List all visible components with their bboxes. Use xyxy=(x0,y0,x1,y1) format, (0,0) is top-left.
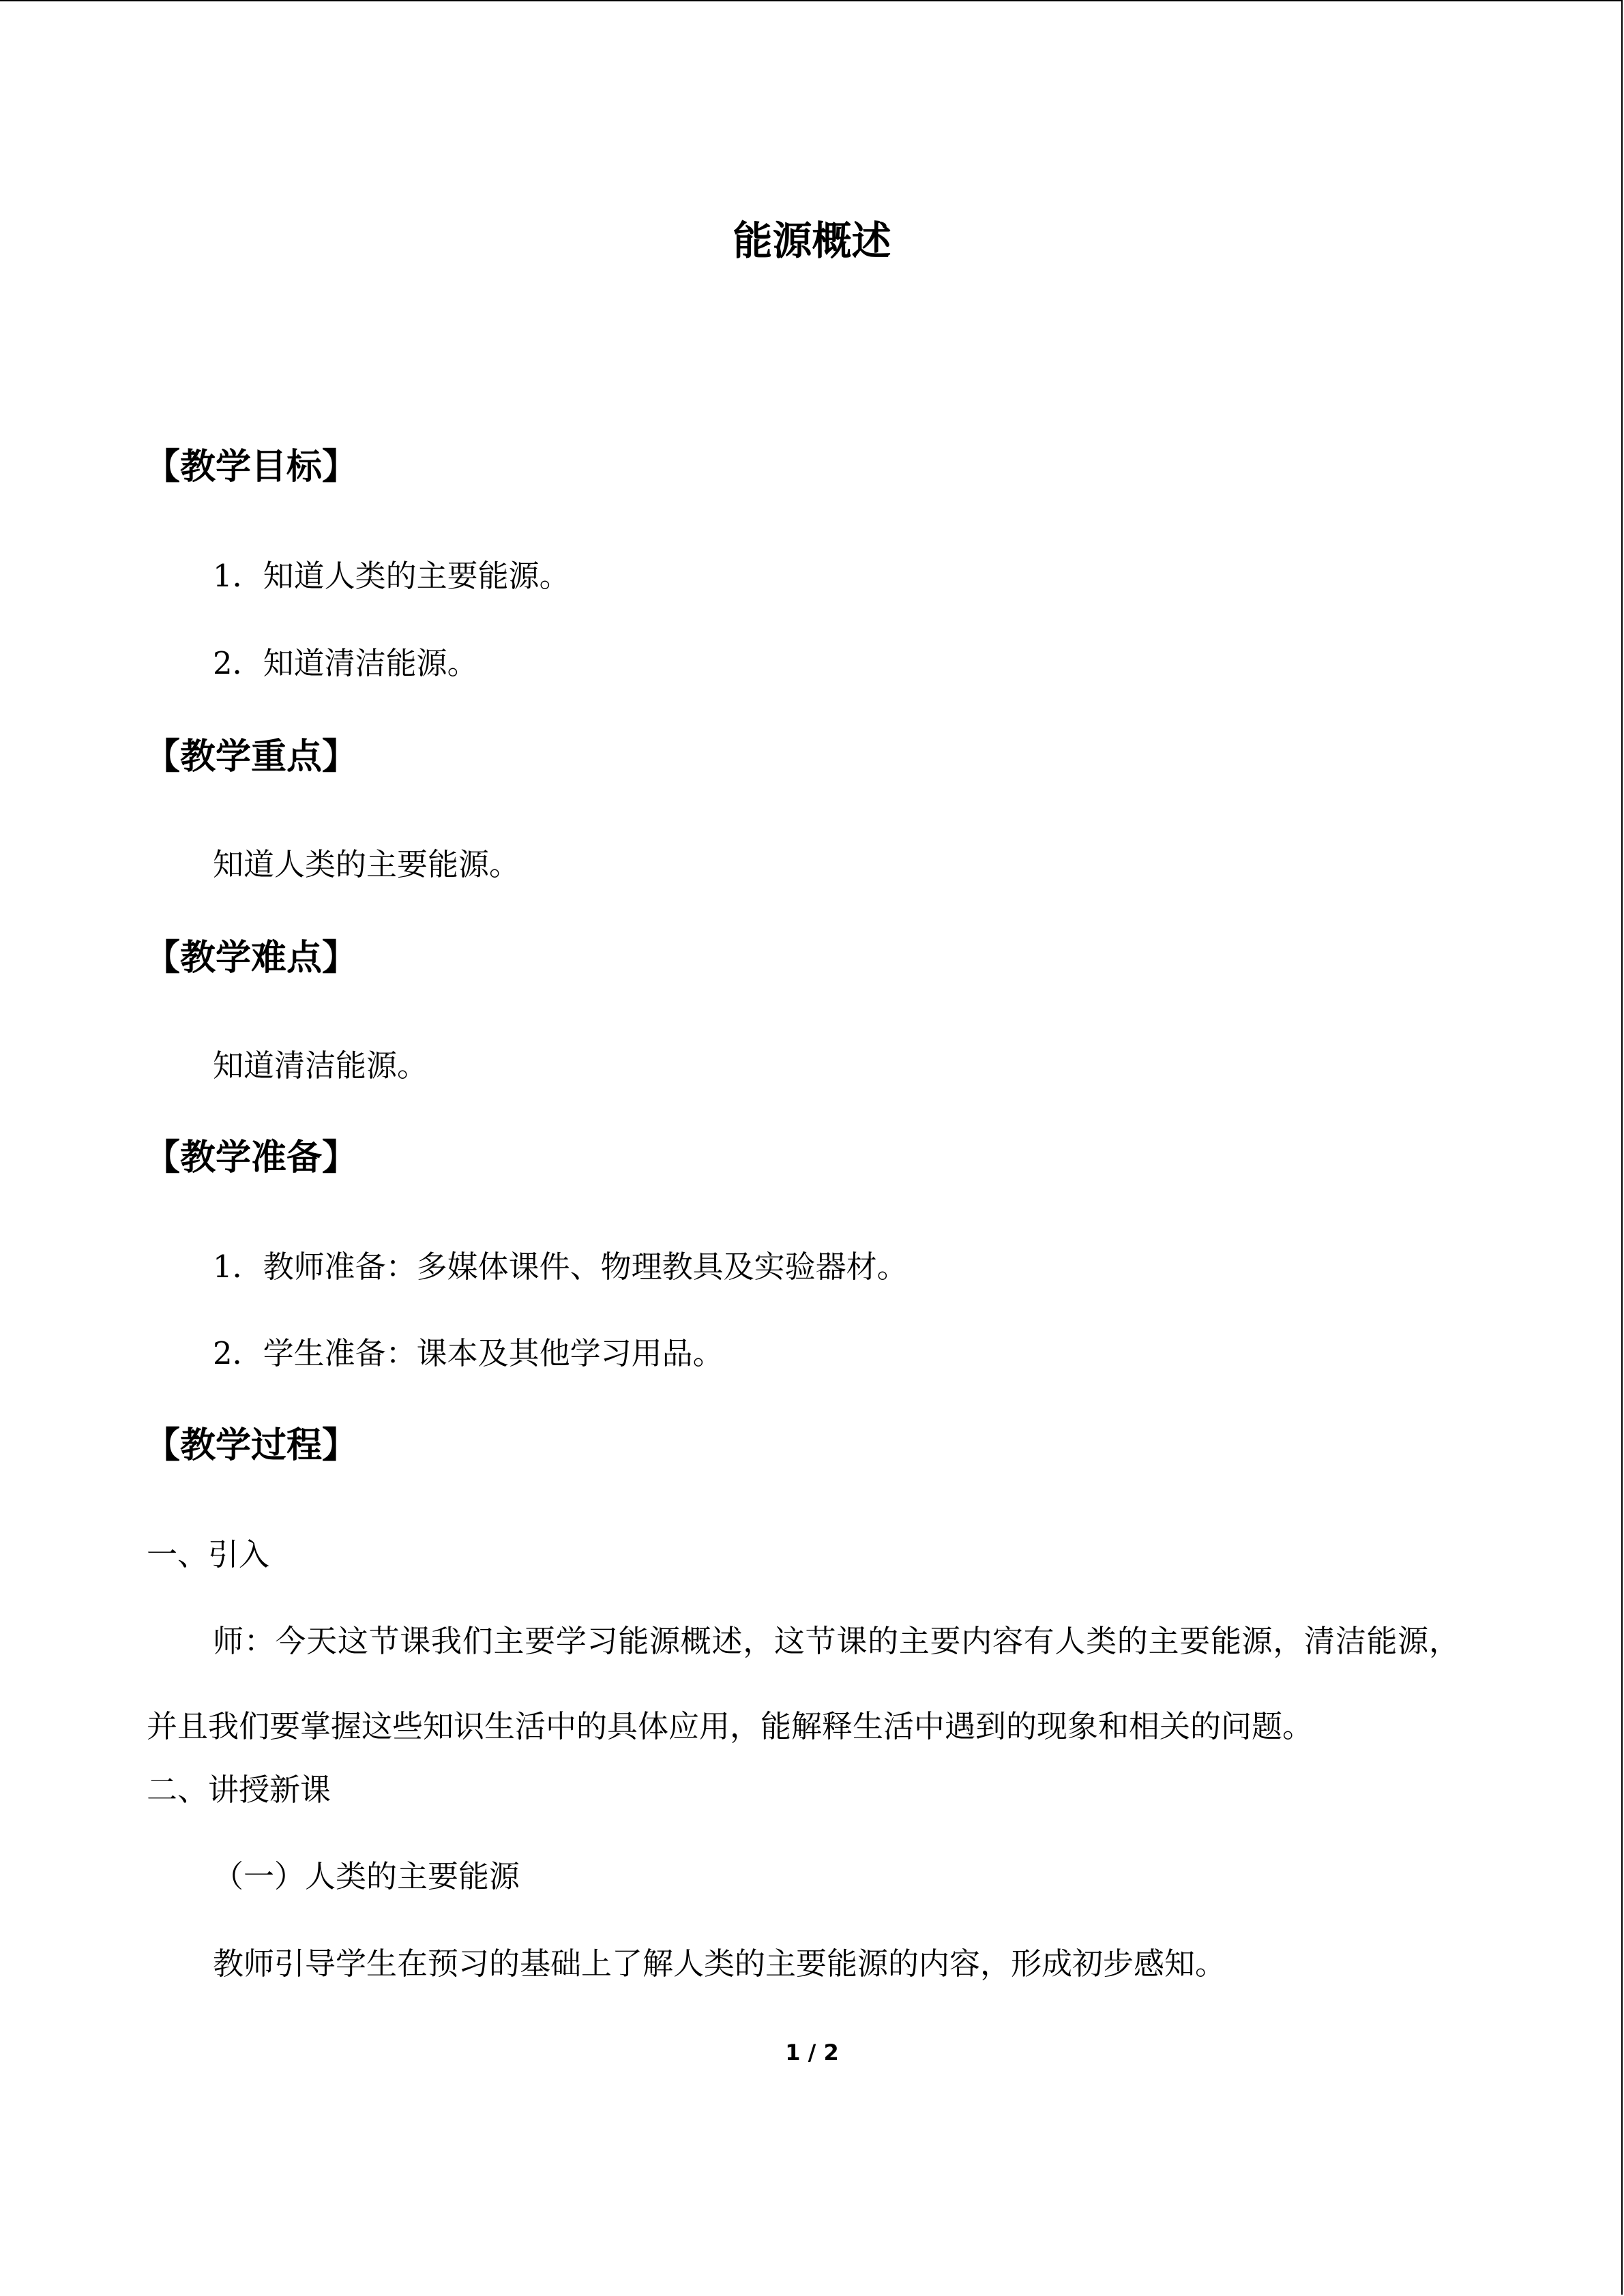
intro-paragraph: 师：今天这节课我们主要学习能源概述，这节课的主要内容有人类的主要能源，清洁能源，并且我们要掌握这些知识生活中的具体应用，能解释生活中遇到的现象和相关的问题。 xyxy=(147,1623,1460,1744)
subheading-main-energy: （一）人类的主要能源 xyxy=(213,1858,520,1894)
preparation-item-1: 1．教师准备：多媒体课件、物理教具及实验器材。 xyxy=(213,1249,908,1285)
preparation-item-2: 2．学生准备：课本及其他学习用品。 xyxy=(213,1335,724,1371)
goal-item-2: 2．知道清洁能源。 xyxy=(213,645,478,681)
heading-teaching-process: 【教学过程】 xyxy=(145,1425,358,1466)
document-title: 能源概述 xyxy=(733,218,891,264)
main-energy-paragraph: 教师引导学生在预习的基础上了解人类的主要能源的内容，形成初步感知。 xyxy=(213,1945,1226,1982)
heading-difficulties: 【教学难点】 xyxy=(145,938,358,979)
heading-preparation: 【教学准备】 xyxy=(145,1137,358,1178)
heading-teaching-goals: 【教学目标】 xyxy=(145,447,358,488)
heading-key-points: 【教学重点】 xyxy=(145,736,358,777)
page-number: 1 / 2 xyxy=(785,2040,839,2066)
difficulties-text: 知道清洁能源。 xyxy=(213,1047,428,1084)
new-lesson-heading: 二、讲授新课 xyxy=(147,1772,331,1808)
intro-heading: 一、引入 xyxy=(147,1536,270,1572)
key-points-text: 知道人类的主要能源。 xyxy=(213,846,520,882)
goal-item-1: 1．知道人类的主要能源。 xyxy=(213,558,570,594)
